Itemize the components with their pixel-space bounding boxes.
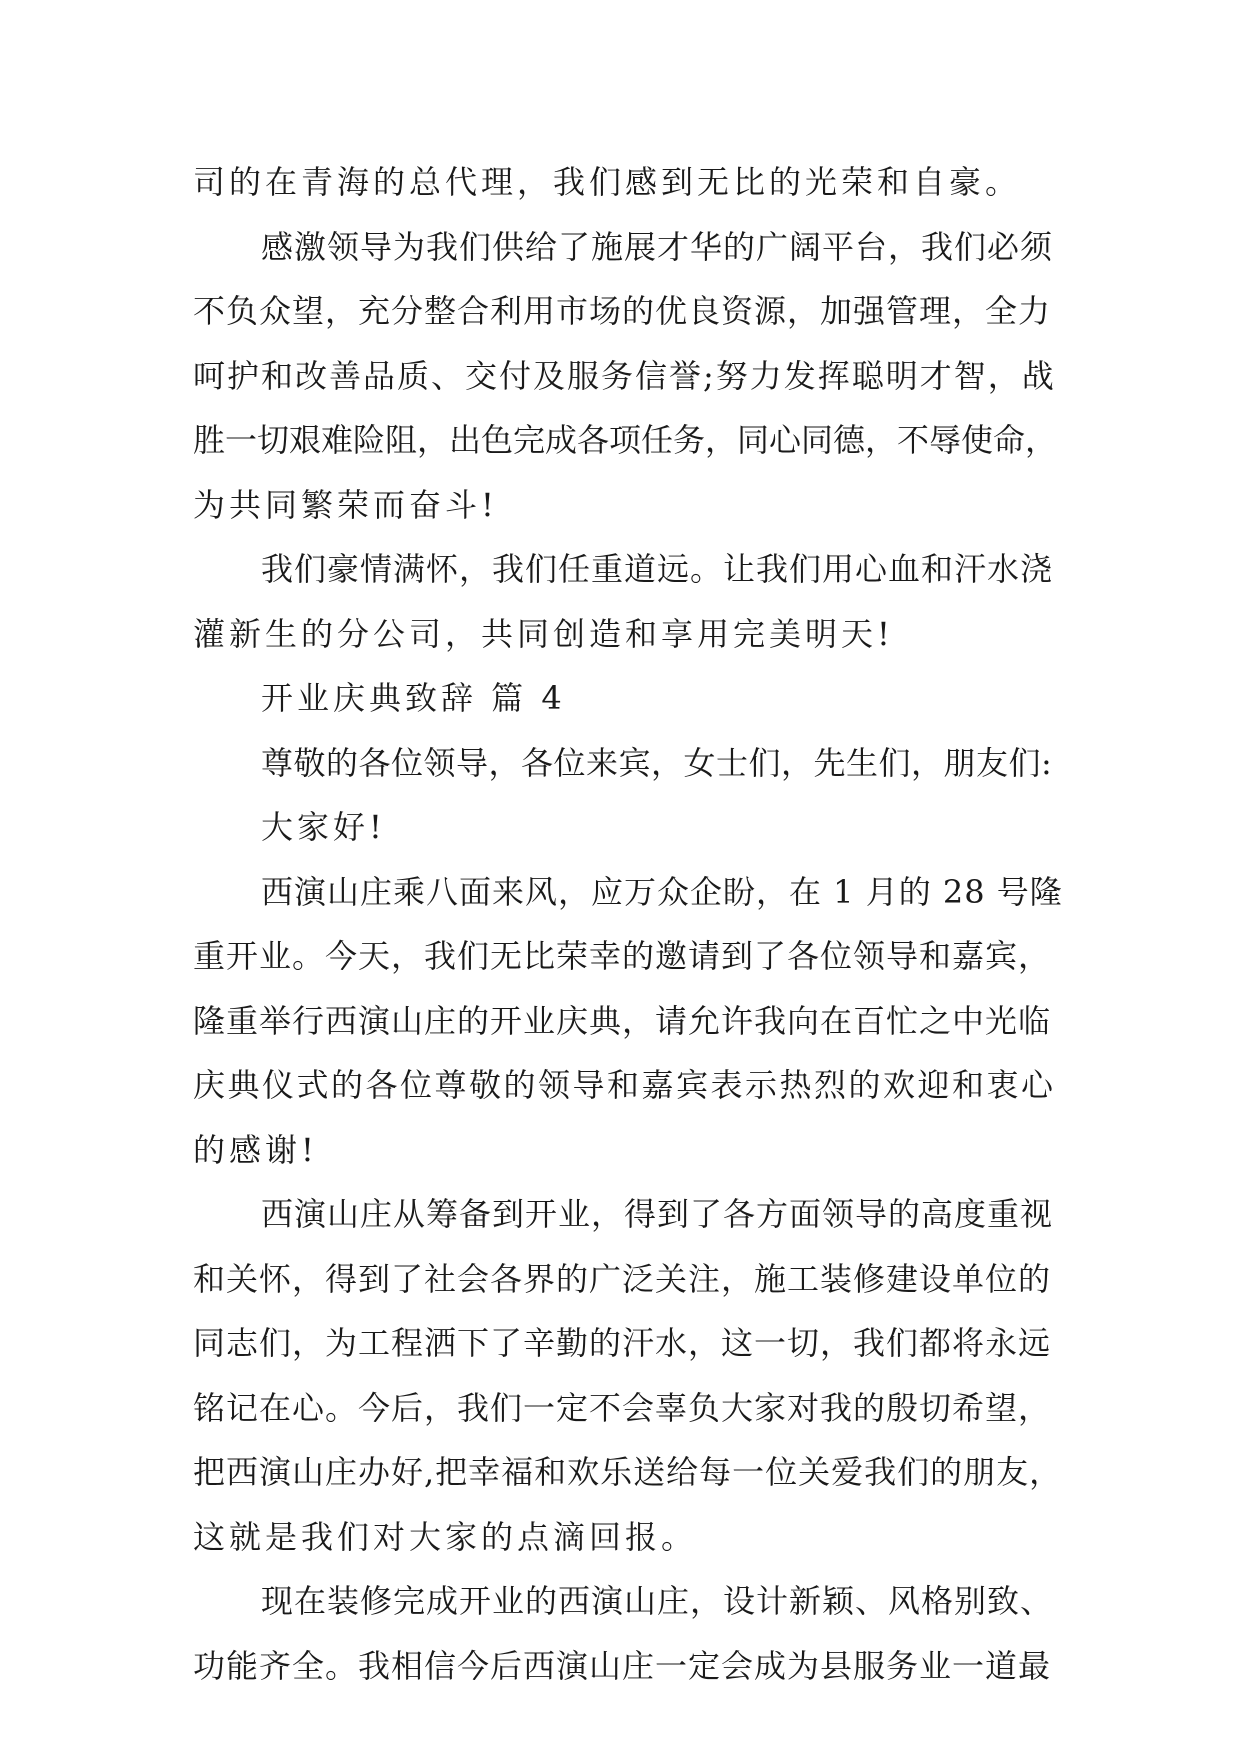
- text-line: 为共同繁荣而奋斗!: [193, 485, 498, 524]
- text-line: 西演山庄从筹备到开业，得到了各方面领导的高度重视: [261, 1195, 1054, 1233]
- text-line: 我们豪情满怀，我们任重道远。让我们用心血和汗水浇: [261, 550, 1054, 588]
- text-line: 隆重举行西演山庄的开业庆典，请允许我向在百忙之中光临: [193, 1001, 1052, 1040]
- text-line: 灌新生的分公司，共同创造和享用完美明天!: [193, 614, 894, 653]
- text-line: 不负众望，充分整合利用市场的优良资源，加强管理，全力: [193, 292, 1052, 330]
- text-line: 功能齐全。我相信今后西演山庄一定会成为县服务业一道最: [193, 1646, 1052, 1685]
- text-line: 西演山庄乘八面来风，应万众企盼，在 1 月的 28 号隆: [261, 872, 1063, 911]
- text-line: 的感谢!: [193, 1130, 318, 1169]
- text-line: 重开业。今天，我们无比荣幸的邀请到了各位领导和嘉宾，: [193, 937, 1052, 975]
- text-line: 大家好!: [261, 808, 386, 846]
- text-line: 庆典仪式的各位尊敬的领导和嘉宾表示热烈的欢迎和衷心: [193, 1066, 1056, 1104]
- text-line: 把西演山庄办好,把幸福和欢乐送给每一位关爱我们的朋友，: [193, 1453, 1063, 1491]
- text-line: 胜一切艰难险阻，出色完成各项任务，同心同德，不辱使命，: [193, 421, 1058, 459]
- text-line: 开业庆典致辞 篇 4: [261, 679, 566, 717]
- text-line: 现在装修完成开业的西演山庄，设计新颖、风格别致、: [261, 1582, 1054, 1620]
- text-line: 呵护和改善品质、交付及服务信誉;努力发挥聪明才智，战: [193, 356, 1056, 395]
- text-line: 同志们，为工程洒下了辛勤的汗水，这一切，我们都将永远: [193, 1324, 1052, 1362]
- text-line: 铭记在心。今后，我们一定不会辜负大家对我的殷切希望，: [193, 1388, 1052, 1427]
- text-line: 尊敬的各位领导，各位来宾，女士们，先生们，朋友们:: [261, 743, 1053, 782]
- text-line: 这就是我们对大家的点滴回报。: [193, 1517, 698, 1556]
- text-line: 和关怀，得到了社会各界的广泛关注，施工装修建设单位的: [193, 1259, 1052, 1298]
- text-line: 司的在青海的总代理，我们感到无比的光荣和自豪。: [193, 163, 1022, 201]
- document-body: [193, 150, 1063, 1698]
- text-line: 感激领导为我们供给了施展才华的广阔平台，我们必须: [261, 227, 1054, 266]
